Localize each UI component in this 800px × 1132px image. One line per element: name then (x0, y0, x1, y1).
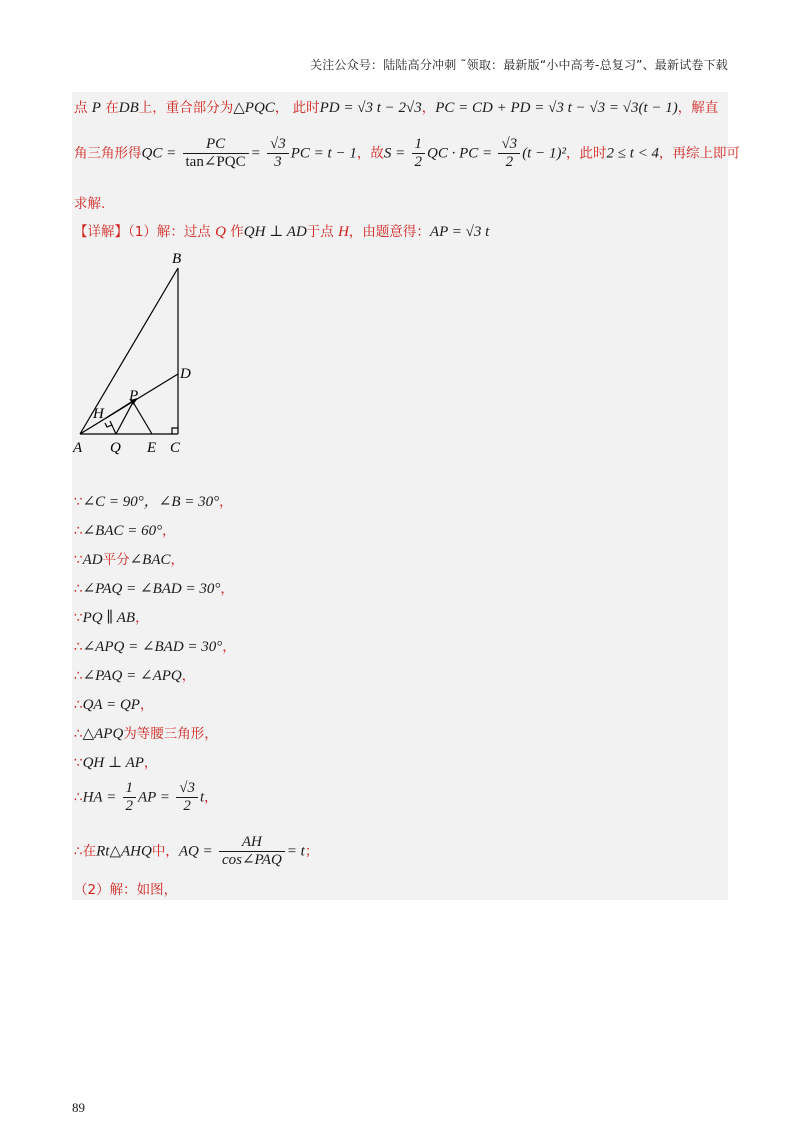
label-B: B (172, 251, 182, 267)
segment-QH (110, 421, 116, 434)
geometry-figure (72, 248, 212, 460)
step: ∵AD平分∠BAC， (74, 552, 184, 568)
math-PC: PC = CD + PD = √3 t − √3 = √3(t − 1) (435, 100, 678, 116)
label-A: A (73, 440, 83, 456)
step-HA: ∴HA = $\frac{1}{2}$ AP = $\frac{√3}{2}$ t， (74, 780, 218, 814)
math-QH: QH ⊥ AD (243, 224, 307, 240)
math: (t − 1)² (522, 145, 566, 162)
label-E: E (147, 440, 157, 456)
step: ∵QH ⊥ AP， (74, 755, 158, 771)
text: 上，重合部分为 (138, 100, 234, 116)
step: ∴∠PAQ = ∠APQ， (74, 668, 196, 684)
text: 于点 (306, 224, 339, 240)
math-PD: PD = √3 t − 2√3 (319, 100, 422, 116)
step: ∵∠C = 90°，∠B = 30°， (74, 494, 233, 510)
step: ∴∠APQ = ∠BAD = 30°， (74, 639, 236, 655)
math-range: 2 ≤ t < 4 (606, 145, 659, 162)
step: ∵PQ ∥ AB， (74, 610, 149, 626)
page-number: 89 (72, 1100, 85, 1115)
math-H: H (338, 224, 349, 240)
label-P: P (129, 388, 139, 404)
math: PC = t − 1 (290, 145, 357, 162)
solution-panel (72, 92, 740, 900)
label-C: C (170, 440, 181, 456)
text: 角三角形得 (74, 145, 142, 162)
part2-line: （2）解：如图， (74, 882, 178, 898)
step: ∴△APQ为等腰三角形， (74, 726, 218, 742)
detail-tag: 【详解】 (74, 224, 128, 240)
text: 作 (225, 224, 244, 240)
detail-line (74, 220, 726, 241)
math-Q: Q (215, 224, 226, 240)
step: ∴QA = QP， (74, 697, 154, 713)
step-AQ: ∴在Rt△AHQ中，AQ = $\frac{AH}{\text{cos∠PAQ}}$ = t； (74, 834, 319, 868)
analysis-line-1: 点 P 在DB上，重合部分为△PQC， 此时PD = √3 t − 2√3，PC = CD + PD = √3 t − √3 = √3(t − 1)，解直 (74, 100, 719, 116)
text: ，解直 (677, 100, 719, 116)
math-QC: QC = (141, 145, 177, 162)
label-D: D (180, 366, 191, 382)
text: ，由题意得： (348, 224, 430, 240)
fraction: $\frac{√3}{3}$ (267, 136, 289, 171)
analysis-line-2: 角三角形得QC = $\frac{PC}{\text{tan∠PQC}}$ = $\frac{√3}{3}$ PC = t − 1，故S = $\frac{1}{2}$ QC · PC = $\frac{√3}{2}$ (t − 1)²，此时2 ≤ t < 4，再综上即可 (74, 136, 740, 170)
step: ∴∠PAQ = ∠BAD = 30°， (74, 581, 234, 597)
math-P: P (91, 100, 101, 116)
analysis-line-3: 求解. (74, 196, 106, 212)
text: 点 (74, 100, 92, 116)
math-DB: DB (118, 100, 139, 116)
text: 在 (100, 100, 119, 116)
math-S: S = (383, 145, 406, 162)
page-header: 关注公众号：陆陆高分冲刺 ˜领取：最新版“小中高考-总复习”、最新试卷下载 (310, 58, 728, 72)
math: QC · PC = (427, 145, 493, 162)
text: ，故 (356, 145, 384, 162)
label-H: H (93, 406, 104, 422)
label-Q: Q (110, 440, 121, 456)
math-AP: AP = √3 t (429, 224, 490, 240)
text: ， 此时 (274, 100, 320, 116)
fraction: $\frac{√3}{2}$ (498, 136, 520, 171)
text: ，再综上即可 (659, 145, 740, 162)
fraction: $\frac{PC}{\text{tan∠PQC}}$ (183, 136, 249, 171)
text: ，此时 (565, 145, 607, 162)
right-angle-C (172, 428, 178, 434)
segment-PE (133, 402, 152, 434)
step: ∴∠BAC = 60°， (74, 523, 176, 539)
text: （1）解：过点 (128, 224, 216, 240)
fraction: $\frac{1}{2}$ (412, 136, 426, 171)
math-triangle: △PQC (233, 100, 275, 116)
